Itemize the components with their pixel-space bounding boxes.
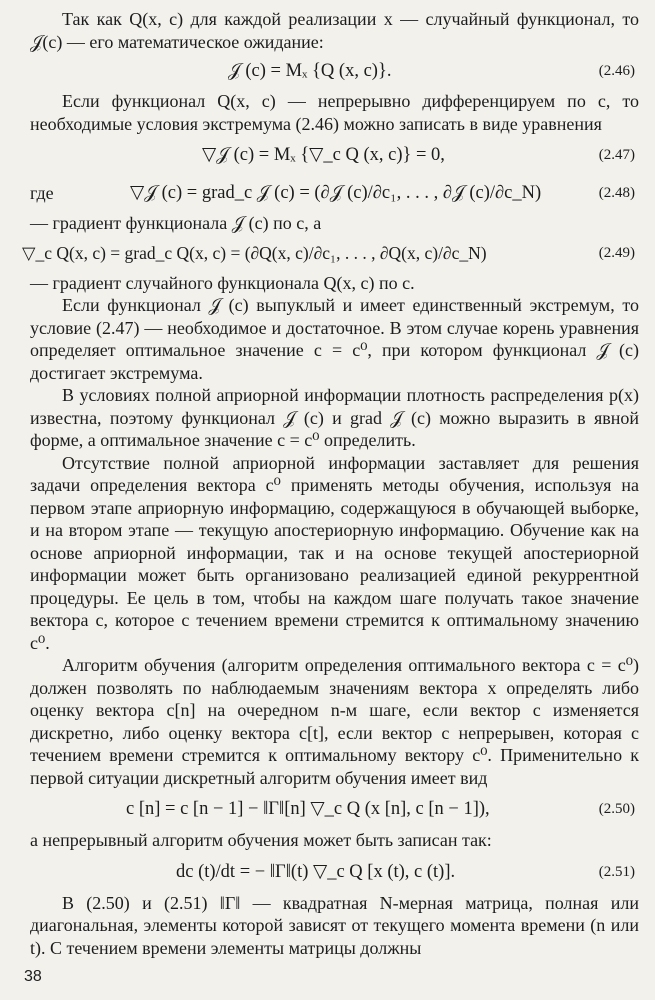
paragraph-10: В (2.50) и (2.51) ‖Γ‖ — квадратная N-мерная матрица, полная или диагональная, элементы которой зависят от текущего момента времени (n или t). С течением времени элементы матрицы должны bbox=[30, 892, 639, 958]
where-label: где bbox=[30, 183, 54, 203]
paragraph-4: — градиент случайного функционала Q(x, c) по c. bbox=[30, 272, 415, 293]
equation-number: (2.46) bbox=[598, 63, 635, 79]
equation-formula: c [n] = c [n − 1] − ‖Γ‖[n] ▽_c Q (x [n], c [n − 1]), bbox=[126, 799, 490, 819]
paragraph-7: Отсутствие полной априорной информации заставляет для решения задачи определения вектора c⁰ применять методы обучения, используя на первом этапе априорную информацию, содержащуюся в обучающей выборке, и на втором этапе — текущую апостериорную информацию. Обучение как на основе априорной информации, так и на основе текущей апостериорной информации может быть организовано реализацией единой рекуррентной процедуры. Ее цель в том, чтобы на каждом шаге получать такое значение вектора c, которое с течением времени стремится к оптимальному значению c⁰. bbox=[30, 452, 639, 653]
equation-2-48 bbox=[30, 175, 639, 212]
paragraph-5: Если функционал 𝒥 (c) выпуклый и имеет единственный экстремум, то условие (2.47) — необходимое и достаточное. В этом случае корень уравнения определяет оптимальное значение c = c⁰, при котором функционал 𝒥 (c) достигает экстремума. bbox=[30, 295, 639, 383]
equation-formula: ▽𝒥 (c) = Mₓ {▽_c Q (x, c)} = 0, bbox=[202, 145, 445, 165]
paragraph-2: Если функционал Q(x, c) — непрерывно дифференцируем по c, то необходимые условия экстремума (2.46) можно записать в виде уравнения bbox=[30, 91, 639, 134]
equation-formula: 𝒥 (c) = Mₓ {Q (x, c)}. bbox=[228, 61, 392, 81]
equation-2-49 bbox=[22, 235, 639, 272]
equation-2-46 bbox=[30, 53, 639, 90]
paragraph-3: — градиент функционала 𝒥 (c) по c, а bbox=[30, 213, 322, 233]
equation-formula: ▽𝒥 (c) = grad_c 𝒥 (c) = (∂𝒥 (c)/∂c₁, . . . , ∂𝒥 (c)/∂c_N) bbox=[130, 183, 542, 203]
paragraph-1: Так как Q(x, c) для каждой реализации x — случайный функционал, то 𝒥(c) — его математическое ожидание: bbox=[30, 9, 639, 52]
equation-number: (2.50) bbox=[598, 801, 635, 817]
equation-2-50 bbox=[30, 789, 639, 829]
equation-formula: dc (t)/dt = − ‖Γ‖(t) ▽_c Q [x (t), c (t)]. bbox=[176, 861, 456, 882]
equation-formula: ▽_c Q(x, c) = grad_c Q(x, c) = (∂Q(x, c)/∂c₁, . . . , ∂Q(x, c)/∂c_N) bbox=[22, 242, 487, 263]
paragraph-8: Алгоритм обучения (алгоритм определения оптимального вектора c = c⁰) должен позволять по наблюдаемым значениям вектора x определять либо оценку вектора c[n] на очередном n-м шаге, если вектор c изменяется дискретно, либо оценку вектора c[t], если вектор c непрерывен, которая с течением времени стремится к оптимальному вектору c⁰. Применительно к первой ситуации дискретный алгоритм обучения имеет вид bbox=[30, 655, 639, 788]
equation-2-51 bbox=[30, 852, 639, 892]
paragraph-6: В условиях полной априорной информации плотность распределения p(x) известна, поэтому функционал 𝒥 (c) и grad 𝒥 (c) можно выразить в явной форме, а оптимальное значение c = c⁰ определить. bbox=[30, 385, 639, 450]
equation-number: (2.47) bbox=[598, 147, 635, 163]
equation-2-47 bbox=[30, 135, 639, 175]
equation-number: (2.51) bbox=[598, 863, 635, 880]
equation-number: (2.49) bbox=[598, 244, 635, 261]
equation-number: (2.48) bbox=[598, 185, 635, 201]
page-number: 38 bbox=[24, 967, 42, 985]
paragraph-9: а непрерывный алгоритм обучения может быть записан так: bbox=[30, 830, 492, 850]
